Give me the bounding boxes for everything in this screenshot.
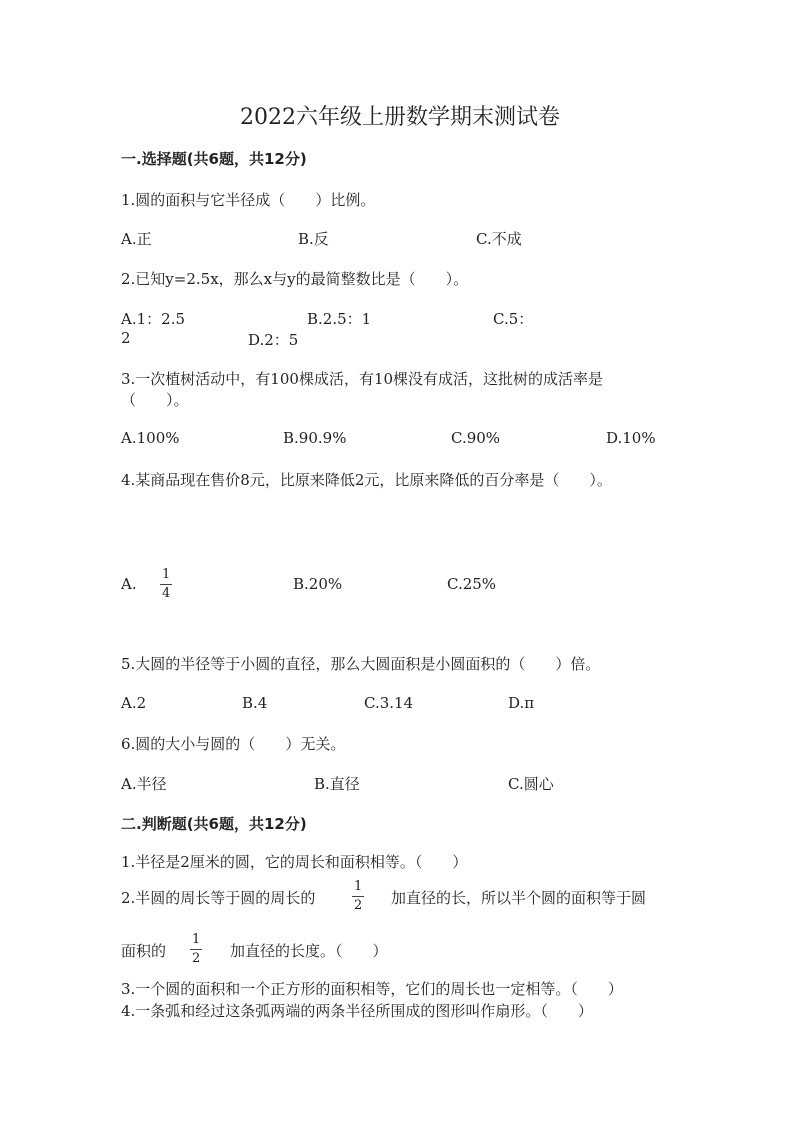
fraction-bar <box>352 896 364 897</box>
q2-option-a: A.1：2.5 <box>121 310 185 328</box>
q6-option-a: A.半径 <box>121 775 167 793</box>
q4-option-a: A. <box>121 575 137 593</box>
judgement-1: 1.半径是2厘米的圆，它的周长和面积相等。（ ） <box>121 853 468 871</box>
page-title: 2022六年级上册数学期末测试卷 <box>240 105 560 130</box>
judgement-2-part4: 加直径的长度。（ ） <box>230 942 388 960</box>
judgement-2-fraction-2 <box>190 933 202 966</box>
judgement-2-part3: 面积的 <box>121 942 167 960</box>
q6-option-c: C.圆心 <box>508 775 554 793</box>
fraction-denominator: 2 <box>192 951 201 966</box>
question-5: 5.大圆的半径等于小圆的直径，那么大圆面积是小圆面积的（ ）倍。 <box>121 655 601 673</box>
q3-option-d: D.10% <box>606 429 656 447</box>
fraction-numerator: 1 <box>162 567 171 582</box>
judgement-3: 3.一个圆的面积和一个正方形的面积相等，它们的周长也一定相等。（ ） <box>121 980 623 998</box>
q6-option-b: B.直径 <box>314 775 360 793</box>
q3-option-b: B.90.9% <box>283 429 347 447</box>
question-1: 1.圆的面积与它半径成（ ）比例。 <box>121 191 376 209</box>
fraction-denominator: 4 <box>162 586 171 601</box>
q1-option-b: B.反 <box>298 230 329 248</box>
fraction-numerator: 1 <box>192 932 201 947</box>
q3-option-c: C.90% <box>451 429 501 447</box>
judgement-2-part1: 2.半圆的周长等于圆的周长的 <box>121 889 316 907</box>
q5-option-b: B.4 <box>242 694 268 712</box>
question-6: 6.圆的大小与圆的（ ）无关。 <box>121 735 346 753</box>
q2-option-c: C.5： <box>493 310 534 328</box>
fraction-denominator: 2 <box>354 898 363 913</box>
judgement-2-part2: 加直径的长，所以半个圆的面积等于圆 <box>391 889 647 907</box>
fraction-numerator: 1 <box>354 879 363 894</box>
q5-option-a: A.2 <box>121 694 147 712</box>
q4-option-c: C.25% <box>447 575 497 593</box>
section-heading-choice: 一.选择题(共6题，共12分) <box>121 150 307 168</box>
q1-option-c: C.不成 <box>476 230 522 248</box>
q4-option-a-fraction <box>160 568 172 601</box>
q2-option-c-continued: 2 <box>121 329 131 347</box>
question-4: 4.某商品现在售价8元，比原来降低2元，比原来降低的百分率是（ ）。 <box>121 471 612 489</box>
question-3: 3.一次植树活动中，有100棵成活，有10棵没有成活，这批树的成活率是 <box>121 370 604 388</box>
judgement-4: 4.一条弧和经过这条弧两端的两条半径所围成的图形叫作扇形。（ ） <box>121 1002 593 1020</box>
q5-option-c: C.3.14 <box>364 694 414 712</box>
q2-option-b: B.2.5：1 <box>307 310 372 328</box>
q3-option-a: A.100% <box>121 429 180 447</box>
question-3-continued: （ ）。 <box>121 391 189 409</box>
q2-option-d: D.2：5 <box>248 331 299 349</box>
judgement-2-fraction-1 <box>352 880 364 913</box>
fraction-bar <box>190 949 202 950</box>
fraction-bar <box>160 584 172 585</box>
section-heading-judgement: 二.判断题(共6题，共12分) <box>121 815 307 833</box>
question-2: 2.已知y=2.5x，那么x与y的最简整数比是（ ）。 <box>121 270 469 288</box>
q5-option-d: D.π <box>508 694 535 712</box>
q4-option-b: B.20% <box>293 575 343 593</box>
q1-option-a: A.正 <box>121 230 152 248</box>
